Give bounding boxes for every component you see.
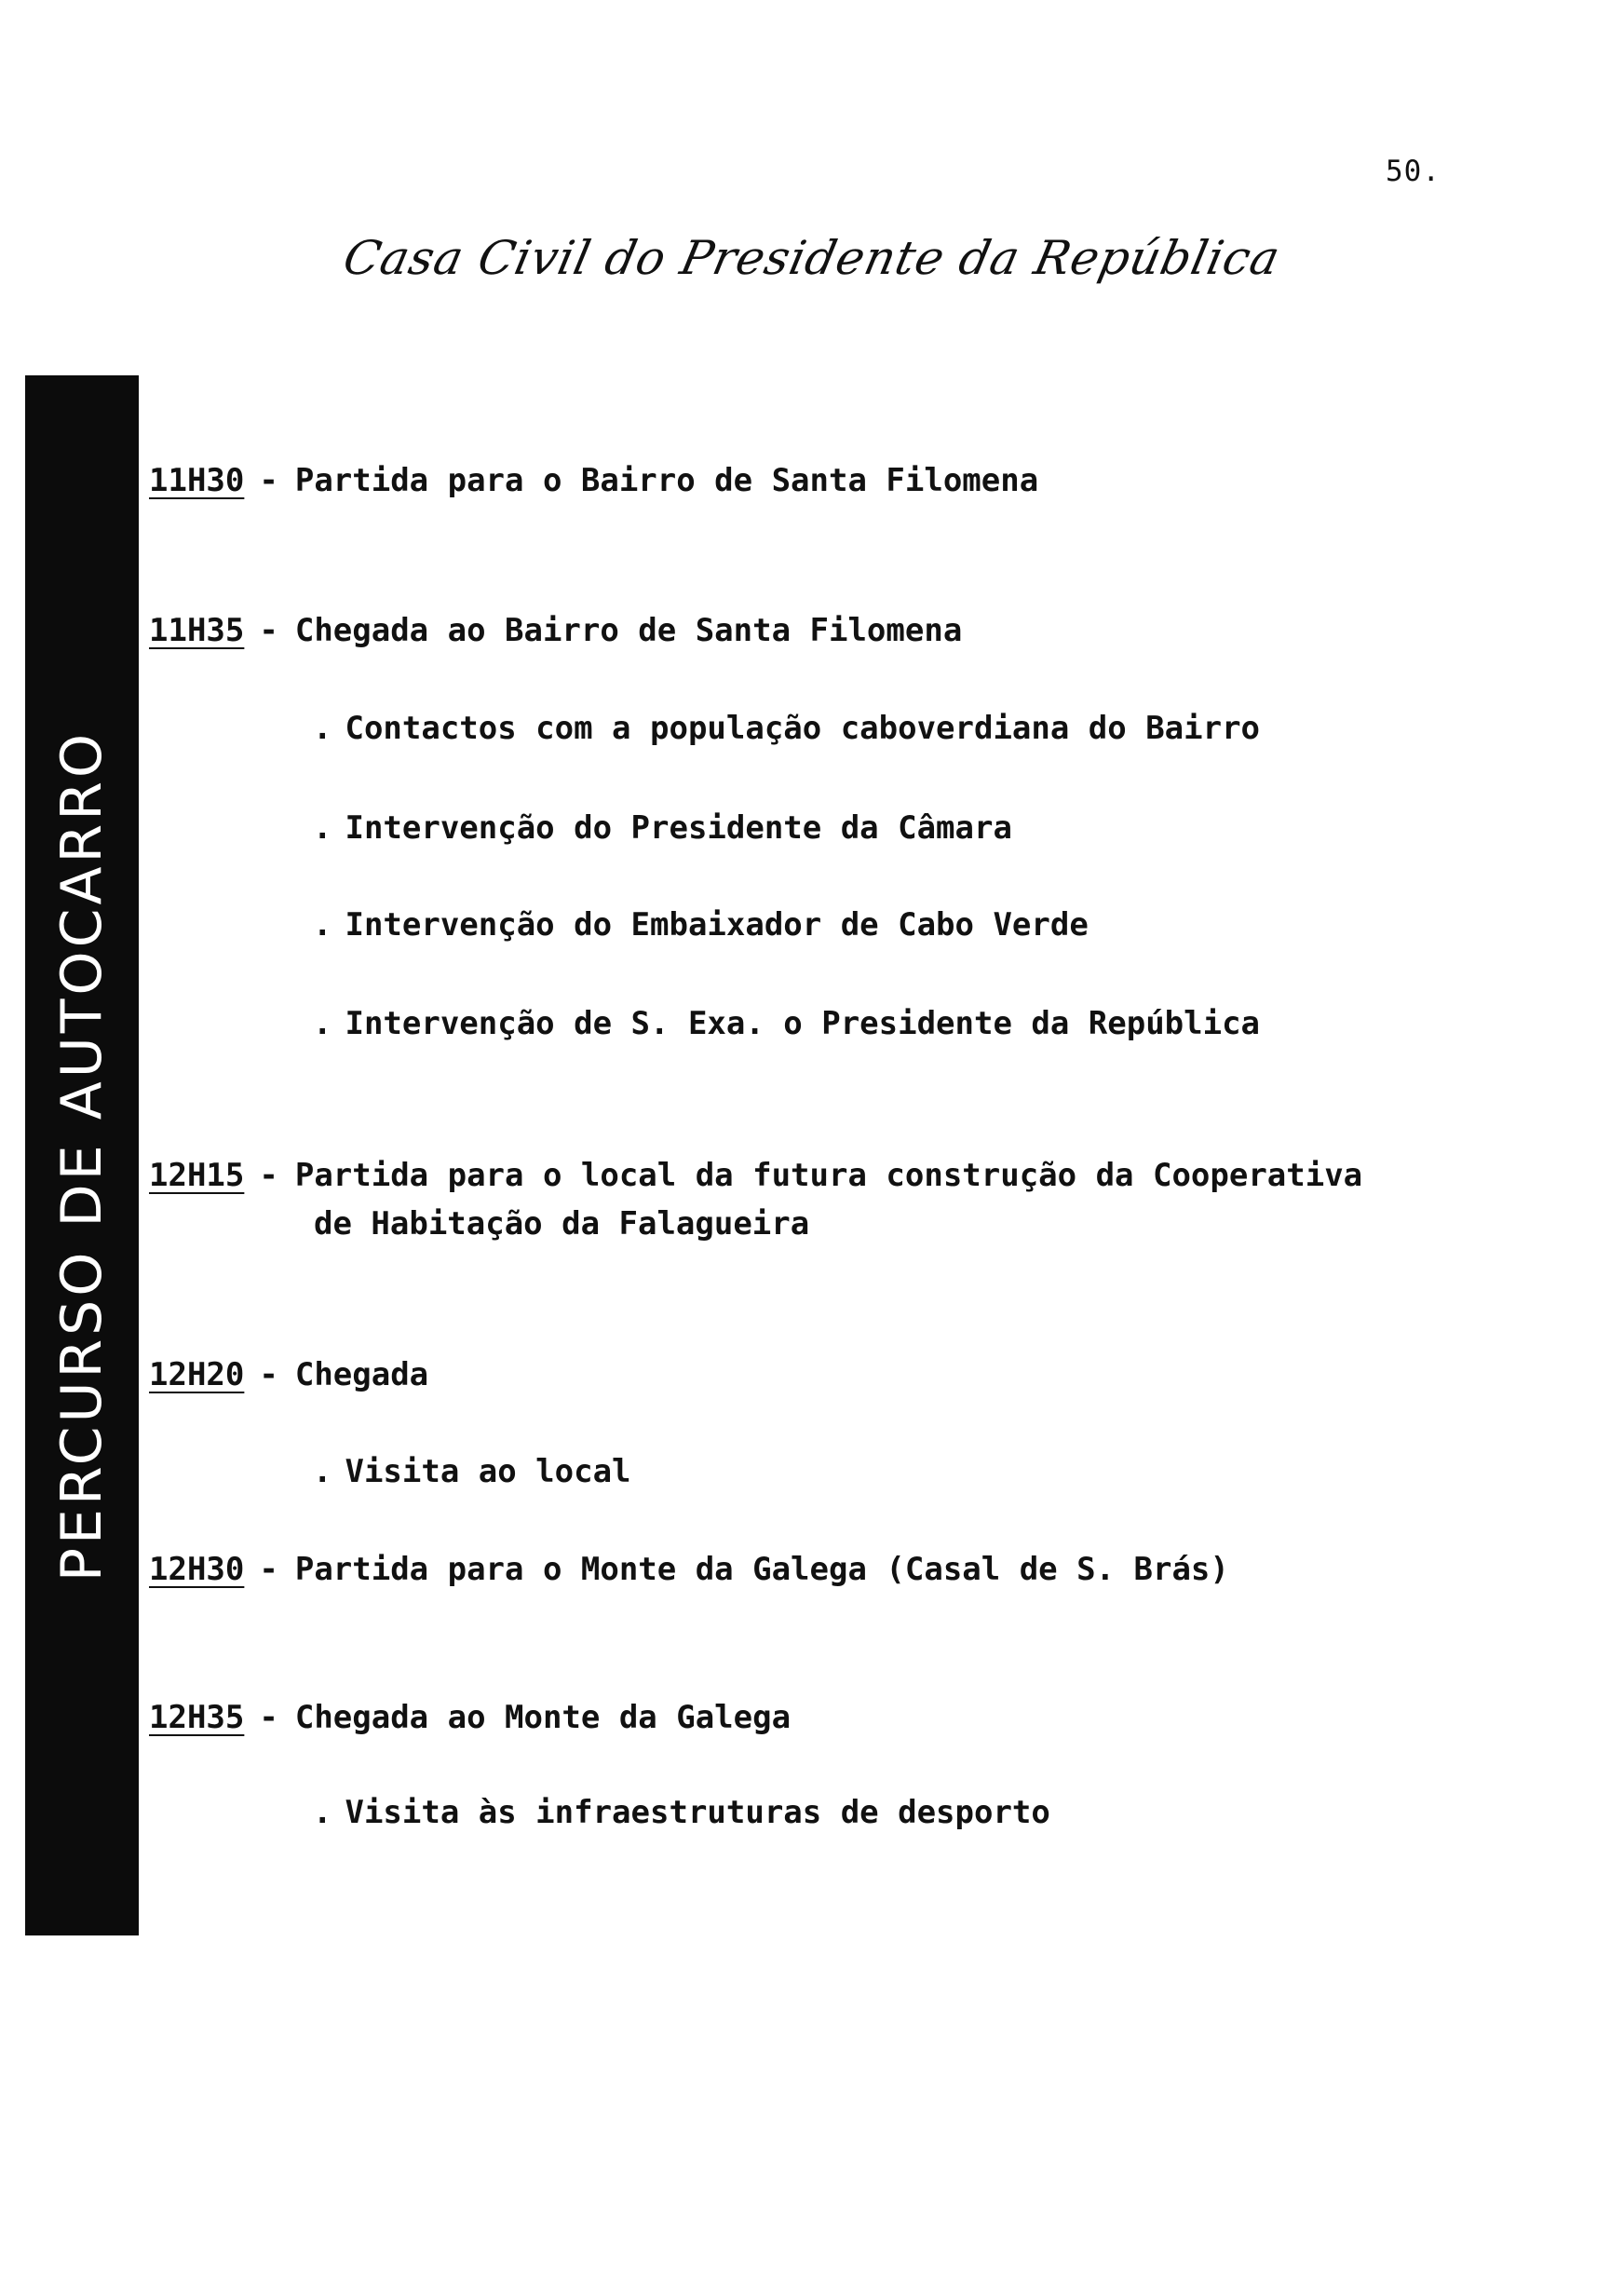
schedule-entry	[149, 1351, 428, 1399]
bullet-marker: .	[313, 906, 332, 944]
bullet-item	[313, 901, 1089, 949]
entry-separator: -	[259, 1551, 278, 1588]
bullet-item	[313, 1788, 1050, 1837]
entry-separator: -	[259, 462, 278, 499]
page-number: 50.	[1386, 155, 1441, 188]
letterhead: Casa Civil do Presidente da República	[338, 231, 1286, 285]
side-bar	[25, 375, 139, 1935]
entry-time: 11H35	[149, 612, 245, 649]
entry-time: 11H30	[149, 462, 245, 499]
entry-time: 12H30	[149, 1551, 245, 1588]
entry-time: 12H35	[149, 1699, 245, 1736]
bullet-text: Contactos com a população caboverdiana do Bairro	[345, 710, 1261, 747]
bullet-item	[313, 999, 1260, 1048]
entry-time: 12H15	[149, 1157, 245, 1194]
entry-text: Chegada ao Bairro de Santa Filomena	[294, 612, 963, 649]
bullet-marker: .	[313, 1453, 332, 1490]
entry-text: Partida para o Monte da Galega (Casal de S. Brás)	[294, 1551, 1229, 1588]
schedule-entry	[149, 606, 962, 655]
bullet-text: Intervenção de S. Exa. o Presidente da República	[345, 1005, 1261, 1042]
bullet-marker: .	[313, 1005, 332, 1042]
entry-time: 12H20	[149, 1356, 245, 1393]
bullet-marker: .	[313, 710, 332, 747]
bullet-text: Intervenção do Presidente da Câmara	[345, 809, 1012, 847]
bullet-text: Visita às infraestruturas de desporto	[345, 1794, 1050, 1831]
bullet-item	[313, 804, 1012, 852]
entry-text: Partida para o Bairro de Santa Filomena	[294, 462, 1039, 499]
entry-text: Chegada	[294, 1356, 429, 1393]
bullet-marker: .	[313, 809, 332, 847]
entry-separator: -	[259, 1699, 278, 1736]
bullet-text: Visita ao local	[345, 1453, 631, 1490]
bullet-marker: .	[313, 1794, 332, 1831]
entry-separator: -	[259, 1157, 278, 1194]
entry-text-continued: de Habitação da Falagueira	[314, 1205, 810, 1243]
schedule-entry	[149, 1545, 1229, 1594]
entry-separator: -	[259, 612, 278, 649]
side-bar-label: PERCURSO DE AUTOCARRO	[49, 729, 115, 1582]
schedule-entry	[149, 1151, 1362, 1248]
entry-text: Chegada ao Monte da Galega	[294, 1699, 792, 1736]
bullet-item	[313, 704, 1260, 753]
entry-text: Partida para o local da futura construção da Cooperativa	[294, 1157, 1363, 1194]
entry-separator: -	[259, 1356, 278, 1393]
schedule-entry	[149, 456, 1038, 505]
schedule-entry	[149, 1693, 791, 1742]
bullet-text: Intervenção do Embaixador de Cabo Verde	[345, 906, 1089, 944]
bullet-item	[313, 1447, 631, 1496]
